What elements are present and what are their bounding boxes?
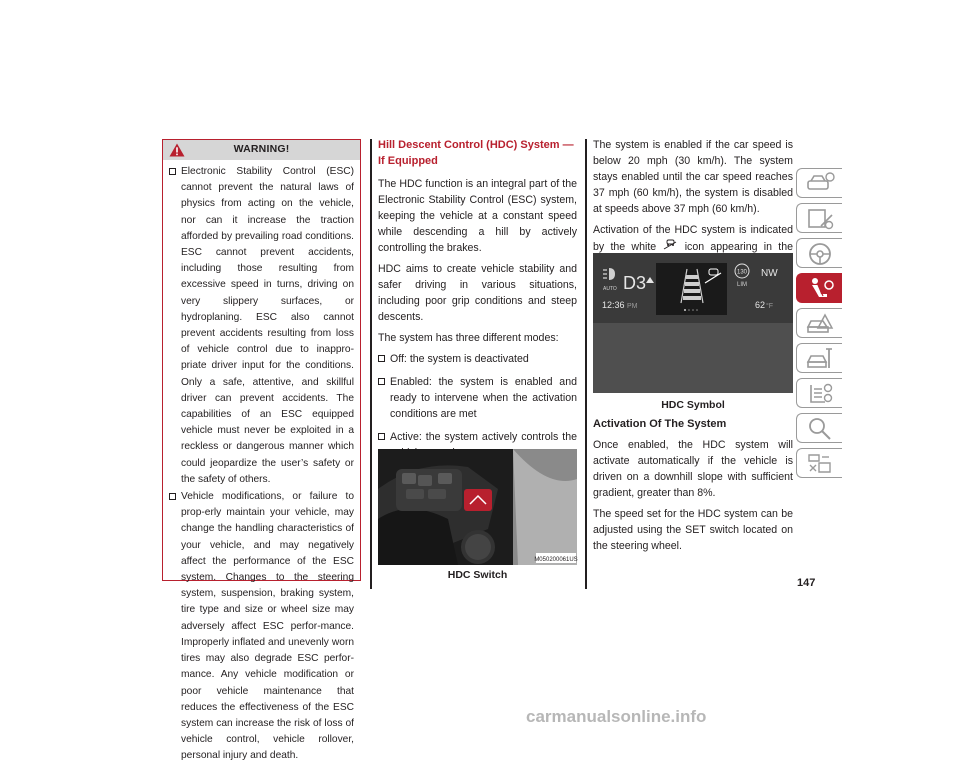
mode-text: Active: the system actively controls the bbox=[390, 431, 577, 443]
tab-servicing[interactable] bbox=[796, 343, 842, 373]
section-heading: Hill Descent Control (HDC) System — If Equipped bbox=[378, 139, 574, 167]
tab-controls[interactable] bbox=[796, 238, 842, 268]
vehicle-info-icon bbox=[805, 171, 835, 196]
warning-item-text: Electronic Stability Control (ESC) cannot prevent the natural laws of physics from acting on the vehicle, nor can it increase the traction afforded by prevailing road conditions. ESC cannot prevent accidents, including those resulting from excessive speed in turns, driving on very slippery surfaces, or hydroplaning. ESC also cannot prevent accidents resulting from loss of vehicle control due to inappro-priate driver input for the conditions. Only a safe, attentive, and skillful driver can prevent accidents. The capabilities of an ESC equipped vehicle must never be exploited in a reckless or dangerous manner which could jeopardize the user’s safety or the safety of others. bbox=[181, 166, 354, 485]
tab-starting-operating[interactable] bbox=[796, 308, 842, 338]
figure-code: M050200061US bbox=[534, 557, 578, 563]
right-column bbox=[593, 137, 793, 271]
speed-limit-label: LIM bbox=[736, 282, 748, 288]
checkbox-bullet-icon bbox=[169, 168, 176, 175]
language-icon bbox=[805, 451, 835, 476]
compass-heading: NW bbox=[761, 268, 778, 279]
right-column-lower bbox=[593, 416, 793, 554]
warning-item bbox=[169, 164, 354, 488]
search-index-icon bbox=[805, 416, 835, 441]
auto-headlight-icon bbox=[603, 268, 615, 280]
tab-vehicle-info[interactable] bbox=[796, 168, 842, 198]
warning-item-text: Vehicle modifications, or failure to prop-erly maintain your vehicle, may change the handling characteristics of your vehicle, and may negatively affect the performance of the ESC system. Changes to the steering system, suspension, braking system, tire type and size or wheel size may adversely affect ESC perfor-mance. Improperly inflated and unevenly worn tires may also degrade ESC perfor-mance. Any vehicle modification or poor vehicle maintenance that reduces the effectiveness of the ESC system can increase the risk of loss of vehicle control, vehicle rollover, personal injury and death. bbox=[181, 491, 354, 762]
hdc-switch-photo bbox=[378, 449, 577, 565]
servicing-icon bbox=[805, 346, 835, 371]
figure-caption: HDC Switch bbox=[447, 569, 508, 581]
tab-technical-specs[interactable] bbox=[796, 378, 842, 408]
starting-operating-icon bbox=[805, 311, 835, 336]
auto-label: AUTO bbox=[603, 286, 617, 292]
paragraph: The system has three different modes: bbox=[378, 332, 559, 344]
technical-specs-icon bbox=[805, 381, 835, 406]
paragraph: The system is enabled if the car speed is below 20 mph (30 km/h). The system stays enabled until the car speed reaches 37 mph (60 km/h), the system is disabled at speeds above 37 mph (60 km/h). bbox=[593, 139, 793, 215]
sub-heading: Activation Of The System bbox=[593, 418, 727, 430]
warning-box bbox=[162, 139, 361, 762]
safety-airbag-icon bbox=[805, 276, 835, 301]
speed-limit-value: 130 bbox=[736, 269, 748, 276]
warning-header bbox=[163, 140, 360, 160]
mode-item bbox=[378, 351, 577, 367]
tab-index[interactable] bbox=[796, 413, 842, 443]
warning-list bbox=[169, 164, 354, 765]
paragraph: Once enabled, the HDC system will activate automatically if the vehicle is driven on a downhill slope with sufficient gradient, greater than 8%. bbox=[593, 439, 793, 499]
warning-item bbox=[169, 489, 354, 764]
temperature-unit: °F bbox=[766, 303, 774, 310]
mode-text: Off: the system is deactivated bbox=[390, 353, 529, 365]
paragraph: HDC aims to create vehicle stability and safer driving in various situations, including poor grip conditions and steep descents. bbox=[378, 263, 577, 323]
column-divider bbox=[585, 139, 587, 589]
steering-wheel-switch-illustration bbox=[378, 449, 577, 565]
hdc-icon bbox=[663, 238, 677, 251]
tab-language[interactable] bbox=[796, 448, 842, 478]
hdc-symbol-cluster-image bbox=[593, 253, 793, 393]
gear-indicator: D3 bbox=[623, 273, 647, 293]
paragraph-text: icon appearing in the bbox=[684, 241, 793, 253]
instrument-cluster-illustration bbox=[593, 253, 793, 393]
clock-time: 12:36 bbox=[602, 300, 625, 310]
getting-started-icon bbox=[805, 206, 835, 231]
tab-getting-started[interactable] bbox=[796, 203, 842, 233]
mode-text: Enabled: the system is enabled and ready to intervene when the activation conditions are met bbox=[390, 376, 577, 420]
clock-ampm: PM bbox=[627, 303, 638, 310]
paragraph-text: Activation of the HDC system is indicated by the white bbox=[593, 224, 793, 253]
figure-caption: HDC Symbol bbox=[661, 399, 725, 411]
page-number: 147 bbox=[797, 577, 816, 589]
checkbox-bullet-icon bbox=[169, 493, 176, 500]
checkbox-bullet-icon bbox=[378, 433, 385, 440]
watermark: carmanualsonline.info bbox=[526, 707, 707, 726]
paragraph: The HDC function is an integral part of the Electronic Stability Control (ESC) system, keeping the vehicle at a constant speed while descending a hill by actively controlling the brakes. bbox=[378, 178, 577, 254]
outside-temperature: 62 bbox=[754, 300, 765, 310]
tab-safety[interactable] bbox=[796, 273, 842, 303]
steering-wheel-icon bbox=[805, 241, 835, 266]
paragraph: The speed set for the HDC system can be adjusted using the SET switch located on the steering wheel. bbox=[593, 508, 793, 552]
warning-title: WARNING! bbox=[233, 143, 290, 155]
mode-item bbox=[378, 374, 577, 422]
column-divider bbox=[370, 139, 372, 589]
checkbox-bullet-icon bbox=[378, 355, 385, 362]
checkbox-bullet-icon bbox=[378, 378, 385, 385]
